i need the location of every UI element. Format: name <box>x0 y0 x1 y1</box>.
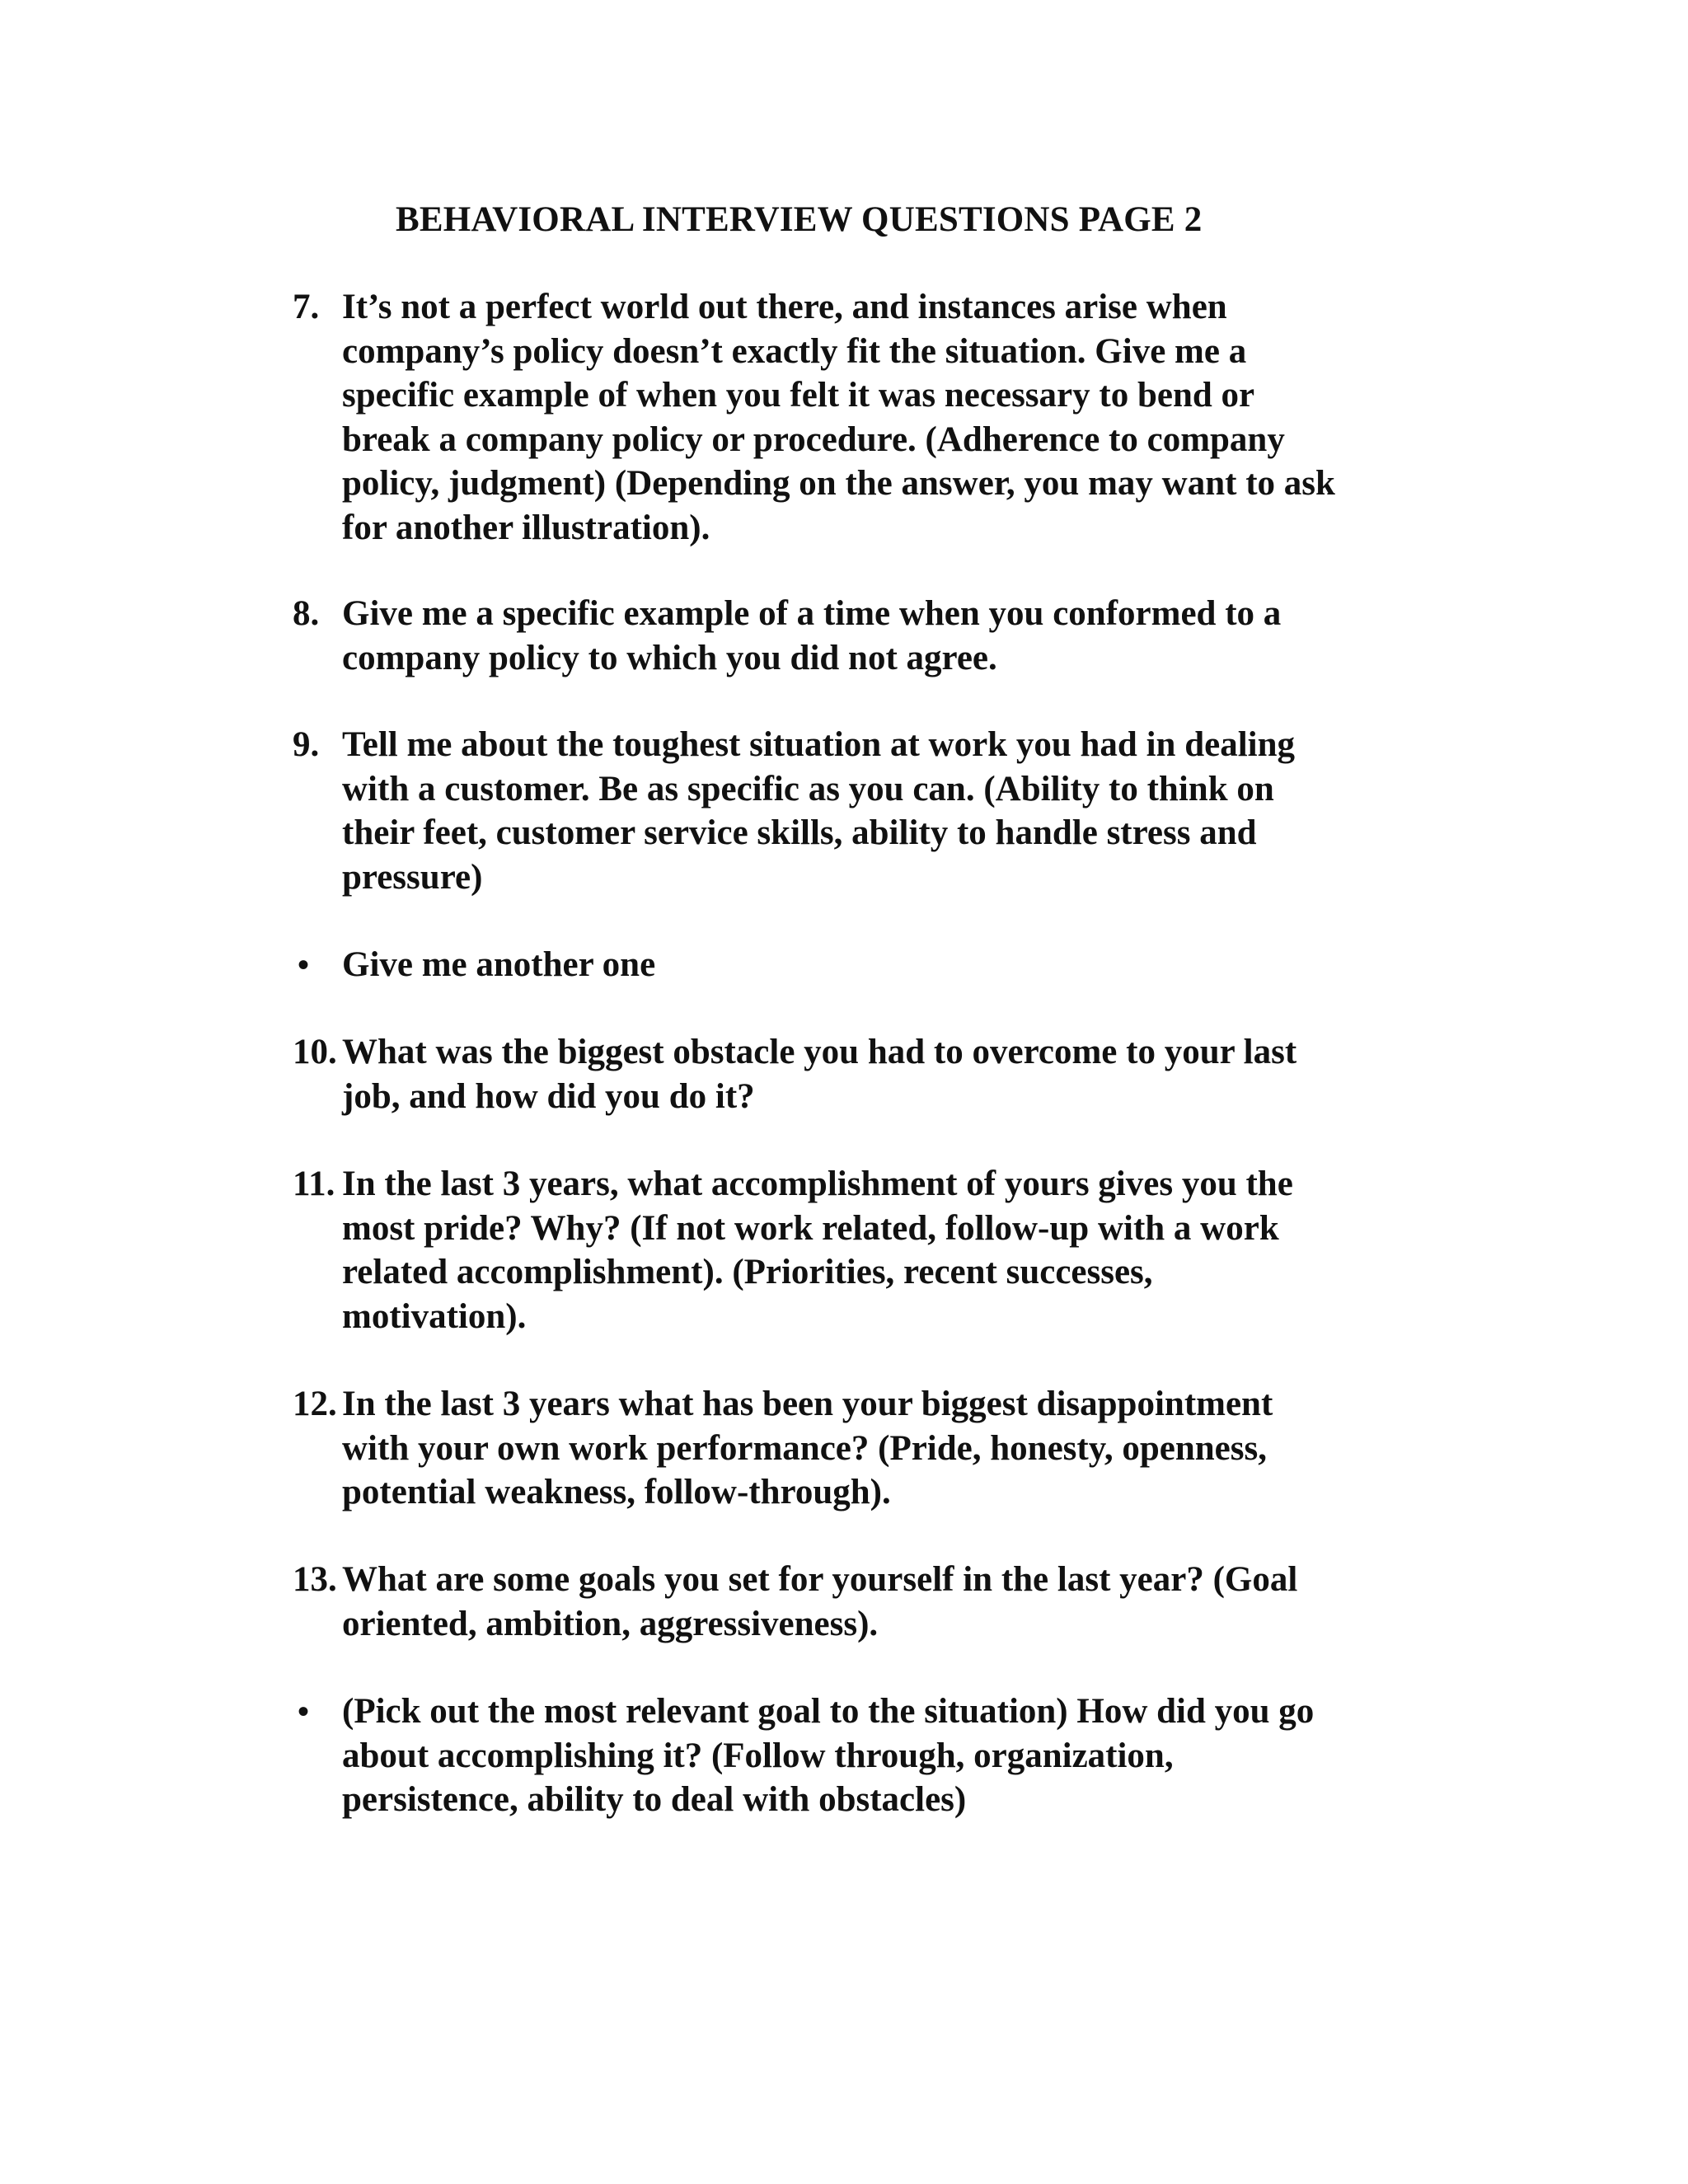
follow-up-bullet <box>293 1690 1496 1822</box>
bullet-text: Give me another one <box>342 945 656 984</box>
question-number: 10. <box>293 1033 337 1071</box>
question-10 <box>293 1030 1496 1118</box>
question-number: 11. <box>293 1165 335 1203</box>
question-text: What was the biggest obstacle you had to overcome to your last job, and how did you do it? <box>342 1033 1297 1116</box>
question-text: What are some goals you set for yourself in the last year? (Goal oriented, ambition, aggressiveness). <box>342 1560 1298 1643</box>
page-title: BEHAVIORAL INTERVIEW QUESTIONS PAGE 2 <box>396 200 1203 239</box>
follow-up-bullet <box>293 943 1496 987</box>
question-9 <box>293 723 1496 899</box>
bullet-icon: • <box>298 1693 310 1730</box>
question-number: 9. <box>293 725 320 764</box>
question-12 <box>293 1382 1496 1515</box>
question-text: It’s not a perfect world out there, and instances arise when company’s policy doesn’t exactly fit the situation. Give me a specific example of when you felt it was necessary to bend or break a company policy or procedure. (Adherence to company policy, judgment) (Depending on the answer, you may want to ask for another illustration). <box>342 288 1335 547</box>
question-number: 8. <box>293 594 320 633</box>
question-text: Tell me about the toughest situation at work you had in dealing with a customer. Be as specific as you can. (Ability to think on their feet, customer service skills, ability to handle stress and pressure) <box>342 725 1296 897</box>
question-text: In the last 3 years what has been your biggest disappointment with your own work performance? (Pride, honesty, openness, potential weakness, follow-through). <box>342 1385 1273 1511</box>
question-7 <box>293 285 1496 550</box>
question-11 <box>293 1162 1496 1338</box>
question-13 <box>293 1558 1496 1646</box>
question-text: In the last 3 years, what accomplishment of yours gives you the most pride? Why? (If not work related, follow-up with a work related accomplishment). (Priorities, recent successes, motivation). <box>342 1165 1293 1336</box>
question-8 <box>293 592 1496 680</box>
question-number: 7. <box>293 288 320 326</box>
bullet-text: (Pick out the most relevant goal to the situation) How did you go about accomplishing it? (Follow through, organization, persistence, ability to deal with obstacles) <box>342 1692 1315 1819</box>
question-number: 13. <box>293 1560 337 1599</box>
question-number: 12. <box>293 1385 337 1423</box>
bullet-icon: • <box>298 946 310 983</box>
question-text: Give me a specific example of a time when you conformed to a company policy to which you did not agree. <box>342 594 1282 677</box>
